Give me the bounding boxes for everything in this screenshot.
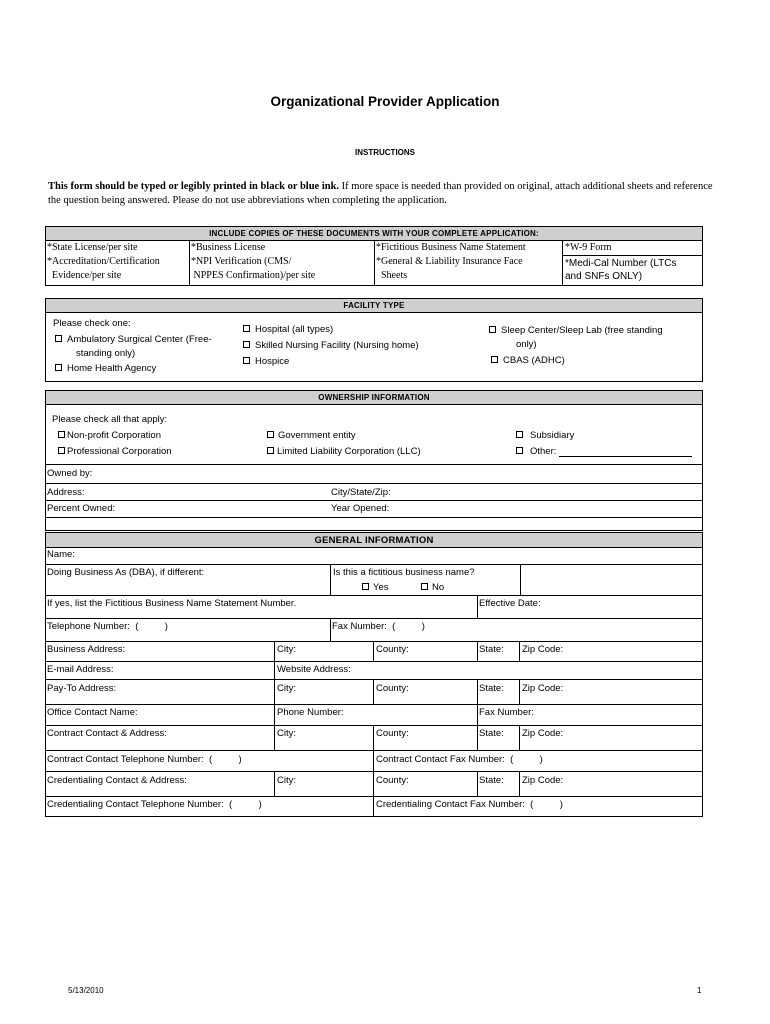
office-fax-label: Fax Number: — [479, 707, 534, 718]
doc-medi-cal-2: and SNFs ONLY) — [565, 271, 643, 282]
owner-city-state-zip-label: City/State/Zip: — [331, 487, 391, 498]
business-state-label: State: — [479, 644, 504, 655]
contract-zip-label: Zip Code: — [522, 728, 564, 739]
pay-to-county-label: County: — [376, 683, 409, 694]
ownership-llc[interactable]: Limited Liability Corporation (LLC) — [267, 446, 421, 457]
business-city-label: City: — [277, 644, 296, 655]
contract-state-label: State: — [479, 728, 504, 739]
instructions-rest: If more space is needed than provided on original, attach additional sheets and reference the question being answered. Please do not use abbreviations when completing the application. — [48, 181, 713, 206]
checkbox[interactable] — [243, 357, 250, 364]
facility-hospice[interactable]: Hospice — [243, 356, 289, 367]
facility-ambulatory-2: standing only) — [76, 348, 136, 359]
cred-contact-label: Credentialing Contact & Address: — [47, 775, 187, 786]
doc-state-license: *State License/per site — [47, 242, 138, 253]
contract-fax-label: Contract Contact Fax Number: ( ) — [376, 754, 543, 765]
name-label: Name: — [47, 549, 75, 560]
facility-prompt: Please check one: — [53, 318, 131, 329]
owner-address-label: Address: — [47, 487, 85, 498]
doc-business-license: *Business License — [191, 242, 266, 253]
cred-fax-label: Credentialing Contact Fax Number: ( ) — [376, 799, 563, 810]
effective-date-label: Effective Date: — [479, 598, 541, 609]
ownership-non-profit[interactable]: Non-profit Corporation — [58, 430, 161, 441]
checkbox[interactable] — [267, 431, 274, 438]
cred-phone-label: Credentialing Contact Telephone Number: ( ) — [47, 799, 262, 810]
general-heading: GENERAL INFORMATION — [46, 533, 702, 548]
facility-cbas[interactable]: CBAS (ADHC) — [491, 355, 565, 366]
facility-sleep[interactable]: Sleep Center/Sleep Lab (free standing — [489, 325, 663, 336]
percent-owned-label: Percent Owned: — [47, 503, 116, 514]
ownership-heading: OWNERSHIP INFORMATION — [46, 391, 702, 405]
doc-accreditation: *Accreditation/Certification — [47, 256, 160, 267]
doc-insurance-2: Sheets — [376, 270, 408, 281]
facility-hospital[interactable]: Hospital (all types) — [243, 324, 333, 335]
doc-medi-cal: *Medi-Cal Number (LTCs — [565, 258, 677, 269]
ownership-government[interactable]: Government entity — [267, 430, 356, 441]
office-phone-label: Phone Number: — [277, 707, 344, 718]
doc-npi-2: NPPES Confirmation)/per site — [191, 270, 316, 281]
cred-city-label: City: — [277, 775, 296, 786]
checkbox[interactable] — [243, 325, 250, 332]
instructions-heading: INSTRUCTIONS — [355, 148, 415, 157]
ownership-other[interactable]: Other: — [516, 446, 692, 457]
contract-phone-label: Contract Contact Telephone Number: ( ) — [47, 754, 242, 765]
fictitious-question: Is this a fictitious business name? — [333, 567, 475, 578]
fax-label: Fax Number: ( ) — [332, 621, 425, 632]
checkbox[interactable] — [55, 335, 62, 342]
pay-to-label: Pay-To Address: — [47, 683, 117, 694]
checkbox[interactable] — [421, 583, 428, 590]
facility-snf[interactable]: Skilled Nursing Facility (Nursing home) — [243, 340, 419, 351]
ownership-prompt: Please check all that apply: — [52, 414, 168, 425]
fictitious-yes[interactable]: Yes — [362, 582, 389, 593]
checkbox[interactable] — [58, 431, 65, 438]
instructions-paragraph — [48, 180, 713, 207]
checkbox[interactable] — [267, 447, 274, 454]
checkbox[interactable] — [491, 356, 498, 363]
business-address-label: Business Address: — [47, 644, 126, 655]
owned-by-label: Owned by: — [47, 468, 93, 479]
contract-city-label: City: — [277, 728, 296, 739]
contract-contact-label: Contract Contact & Address: — [47, 728, 167, 739]
ownership-professional[interactable]: Professional Corporation — [58, 446, 172, 457]
doc-npi: *NPI Verification (CMS/ — [191, 256, 292, 267]
business-zip-label: Zip Code: — [522, 644, 564, 655]
pay-to-zip-label: Zip Code: — [522, 683, 564, 694]
doc-w9: *W-9 Form — [565, 242, 612, 253]
checkbox[interactable] — [243, 341, 250, 348]
checkbox[interactable] — [55, 364, 62, 371]
facility-ambulatory[interactable]: Ambulatory Surgical Center (Free- — [55, 334, 212, 345]
checkbox[interactable] — [58, 447, 65, 454]
business-county-label: County: — [376, 644, 409, 655]
pay-to-city-label: City: — [277, 683, 296, 694]
facility-heading: FACILITY TYPE — [46, 299, 702, 313]
facility-home-health[interactable]: Home Health Agency — [55, 363, 156, 374]
checkbox[interactable] — [362, 583, 369, 590]
doc-insurance: *General & Liability Insurance Face — [376, 256, 523, 267]
contract-county-label: County: — [376, 728, 409, 739]
doc-fictitious: *Fictitious Business Name Statement — [376, 242, 526, 253]
ownership-subsidiary[interactable]: Subsidiary — [516, 430, 574, 441]
checkbox[interactable] — [489, 326, 496, 333]
pay-to-state-label: State: — [479, 683, 504, 694]
page-title: Organizational Provider Application — [270, 94, 500, 109]
other-input-line[interactable] — [559, 448, 692, 457]
documents-heading: INCLUDE COPIES OF THESE DOCUMENTS WITH YOUR COMPLETE APPLICATION: — [46, 227, 702, 241]
year-opened-label: Year Opened: — [331, 503, 390, 514]
footer-page-number: 1 — [697, 986, 702, 995]
cred-zip-label: Zip Code: — [522, 775, 564, 786]
instructions-bold: This form should be typed or legibly printed in black or blue ink. — [48, 181, 340, 192]
office-contact-label: Office Contact Name: — [47, 707, 138, 718]
facility-sleep-2: only) — [516, 339, 537, 350]
telephone-label: Telephone Number: ( ) — [47, 621, 168, 632]
checkbox[interactable] — [516, 447, 523, 454]
dba-label: Doing Business As (DBA), if different: — [47, 567, 205, 578]
email-label: E-mail Address: — [47, 664, 114, 675]
checkbox[interactable] — [516, 431, 523, 438]
fbns-number-label: If yes, list the Fictitious Business Name Statement Number. — [47, 598, 297, 609]
footer-date: 5/13/2010 — [68, 986, 104, 995]
doc-accreditation-2: Evidence/per site — [47, 270, 122, 281]
cred-county-label: County: — [376, 775, 409, 786]
cred-state-label: State: — [479, 775, 504, 786]
website-label: Website Address: — [277, 664, 351, 675]
fictitious-no[interactable]: No — [421, 582, 444, 593]
